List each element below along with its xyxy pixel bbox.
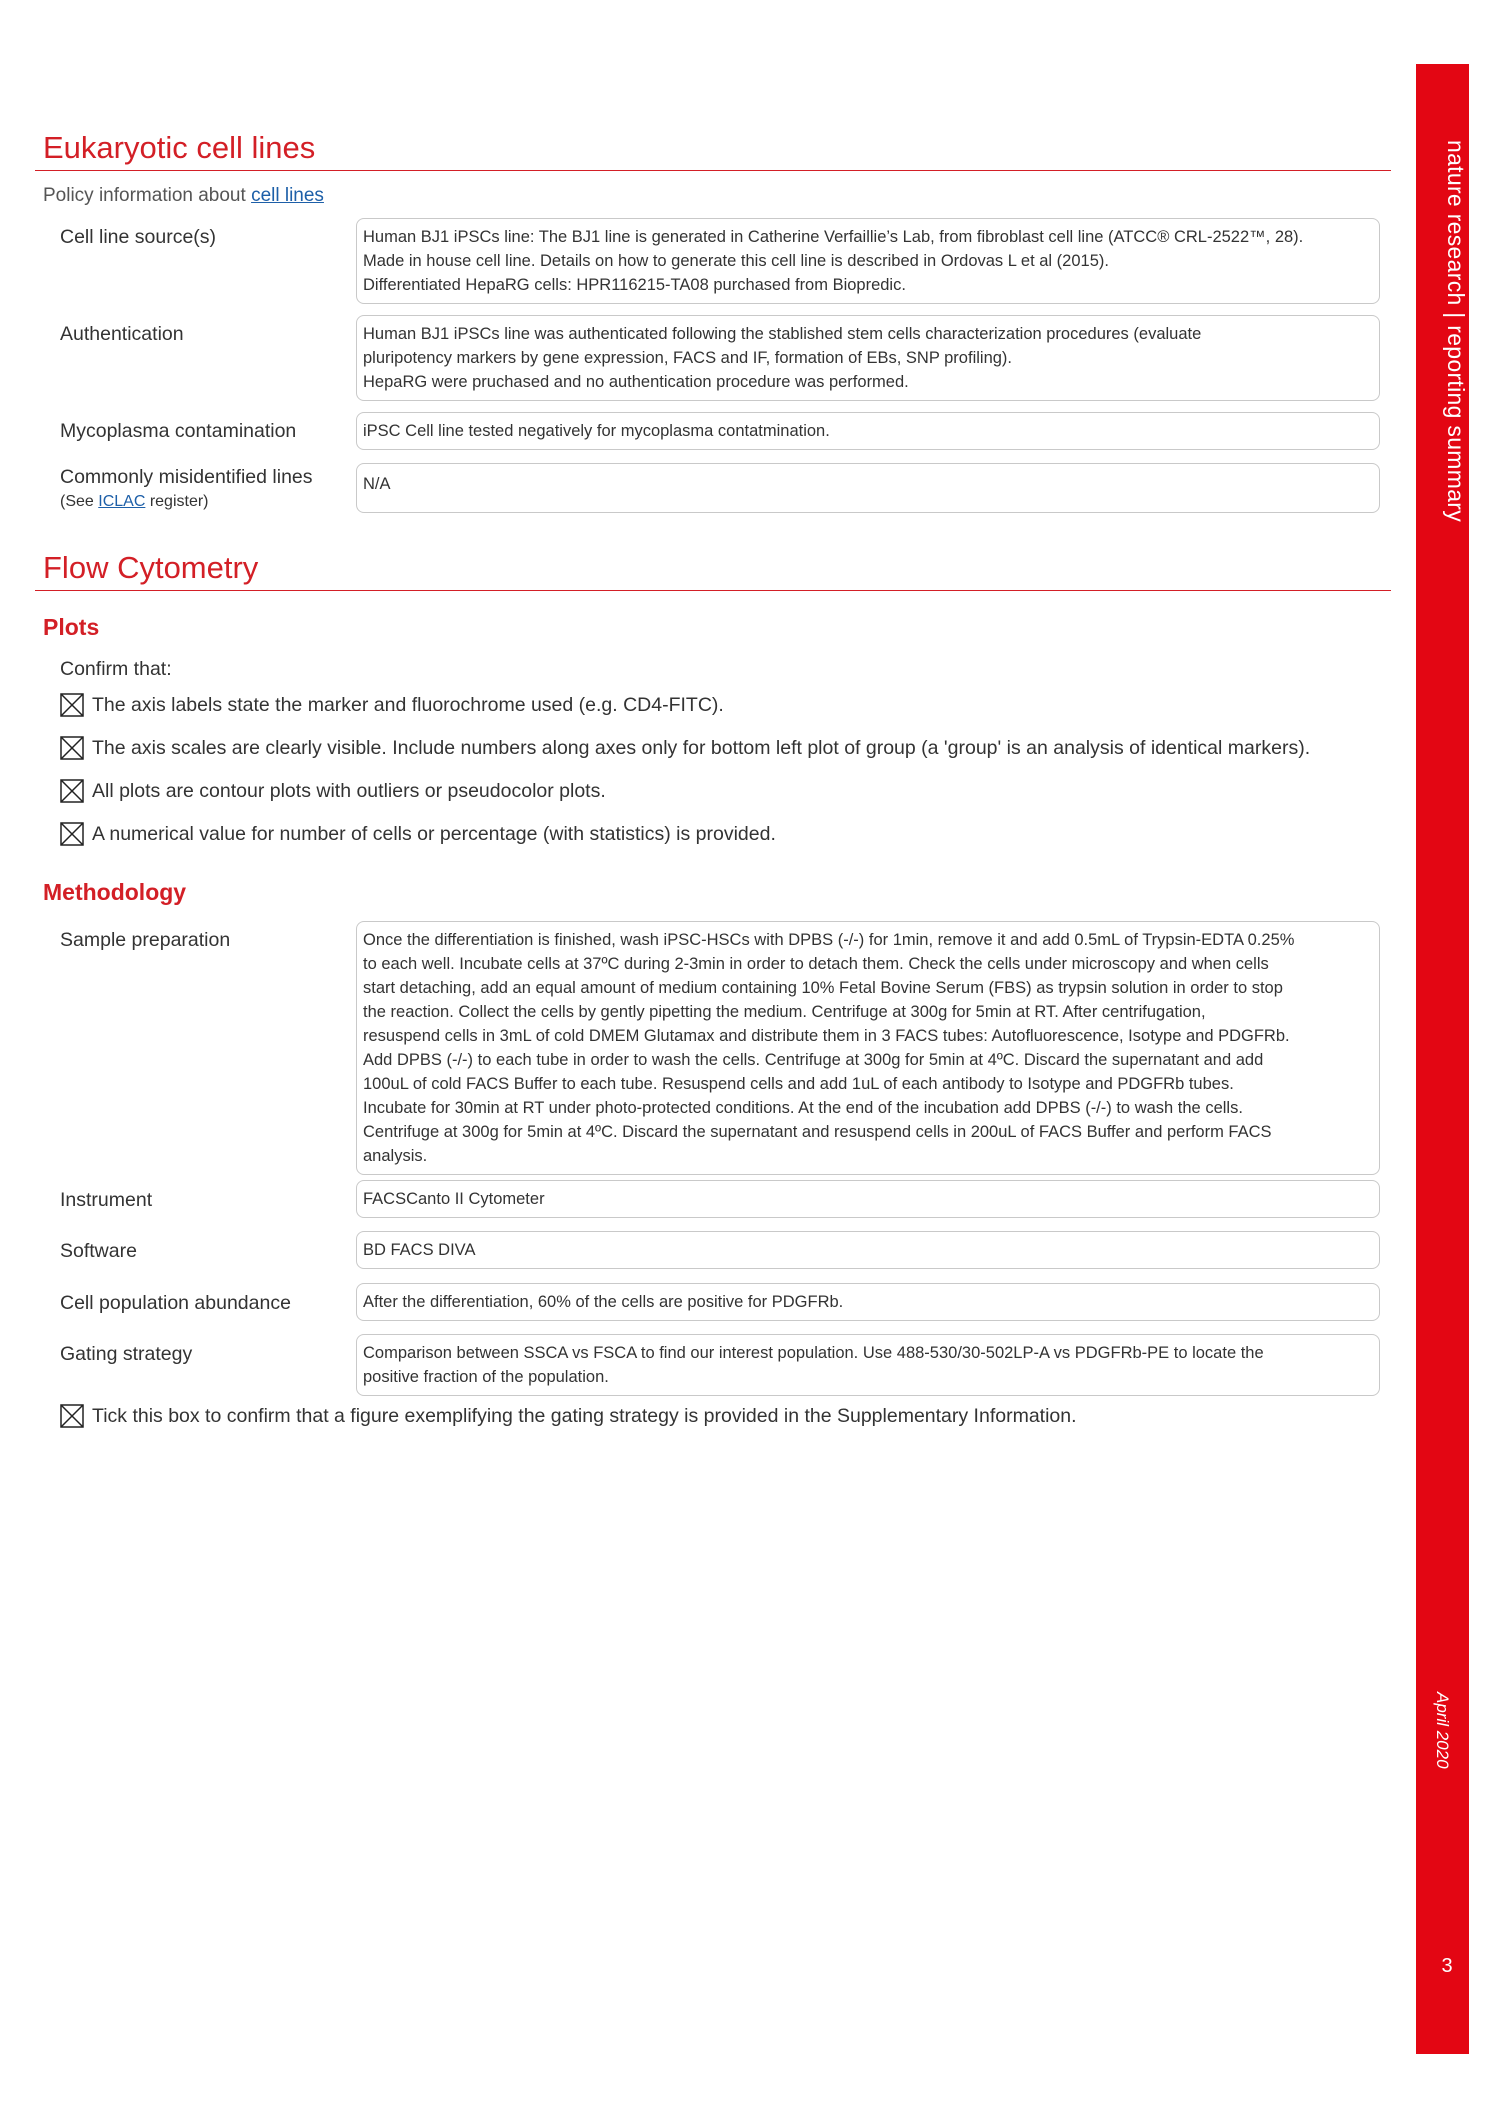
field-text-line: After the differentiation, 60% of the cells are positive for PDGFRb. [363, 1293, 844, 1311]
field-label: Cell population abundance [60, 1292, 291, 1314]
field-text-line: to each well. Incubate cells at 37ºC during 2-3min in order to detach them. Check the cells under microscopy and when cells [363, 955, 1269, 973]
field-text-line: 100uL of cold FACS Buffer to each tube. Resuspend cells and add 1uL of each antibody to Isotype and PDGFRb tubes. [363, 1075, 1234, 1093]
field-text-line: positive fraction of the population. [363, 1368, 609, 1386]
iclac-link[interactable]: ICLAC [98, 493, 146, 510]
field-text-line: N/A [363, 475, 391, 493]
mycoplasma-field [356, 412, 1380, 450]
policy-prefix: Policy information about [43, 185, 252, 206]
field-text-line: Once the differentiation is finished, wash iPSC-HSCs with DPBS (-/-) for 1min, remove it and add 0.5mL of Trypsin-EDTA 0.25% [363, 931, 1295, 949]
checked-box-icon[interactable] [60, 693, 84, 717]
subsection-title-methodology: Methodology [43, 879, 187, 905]
confirm-label: Confirm that: [60, 658, 172, 680]
field-text-line: analysis. [363, 1147, 428, 1165]
iclac-note [60, 493, 313, 511]
field-text-line: resuspend cells in 3mL of cold DMEM Glutamax and distribute them in 3 FACS tubes: Autofluorescence, Isotype and PDGFRb. [363, 1027, 1290, 1045]
checked-box-icon[interactable] [60, 736, 84, 760]
field-label: Instrument [60, 1189, 153, 1211]
field-label-text: Commonly misidentified lines [60, 466, 313, 488]
field-text-line: BD FACS DIVA [363, 1241, 476, 1259]
field-text-line: start detaching, add an equal amount of medium containing 10% Fetal Bovine Serum (FBS) as trypsin solution in order to stop [363, 979, 1283, 997]
field-label-misidentified [60, 466, 313, 511]
checked-box-icon[interactable] [60, 822, 84, 846]
field-text-line: Made in house cell line. Details on how to generate this cell line is described in Ordovas L et al (2015). [363, 252, 1109, 270]
field-text-line: Centrifuge at 300g for 5min at 4ºC. Discard the supernatant and resuspend cells in 200uL of FACS Buffer and perform FACS [363, 1123, 1272, 1141]
field-text-line: Differentiated HepaRG cells: HPR116215-TA08 purchased from Biopredic. [363, 276, 906, 294]
section-title-eukaryotic: Eukaryotic cell lines [43, 130, 316, 165]
field-label: Authentication [60, 323, 184, 345]
policy-line [43, 185, 324, 207]
checked-box-icon[interactable] [60, 779, 84, 803]
field-label: Cell line source(s) [60, 226, 217, 248]
authentication-field [356, 315, 1380, 401]
checklist-item[interactable] [60, 822, 776, 846]
misidentified-field [356, 463, 1380, 513]
field-text-line: iPSC Cell line tested negatively for mycoplasma contatmination. [363, 422, 830, 440]
note-suffix: register) [145, 493, 209, 510]
checklist-text: A numerical value for number of cells or percentage (with statistics) is provided. [92, 822, 776, 845]
field-text-line: Comparison between SSCA vs FSCA to find our interest population. Use 488-530/30-502LP-A vs PDGFRb-PE to locate the [363, 1344, 1264, 1362]
cell-lines-link[interactable]: cell lines [251, 185, 324, 206]
cell-line-source-field [356, 218, 1380, 304]
field-label: Mycoplasma contamination [60, 420, 297, 442]
software-field [356, 1231, 1380, 1269]
field-text-line: Human BJ1 iPSCs line: The BJ1 line is generated in Catherine Verfaillie’s Lab, from fibroblast cell line (ATCC® CRL-2522™, 28). [363, 228, 1304, 246]
checklist-text: The axis labels state the marker and fluorochrome used (e.g. CD4-FITC). [92, 693, 724, 716]
field-text-line: pluripotency markers by gene expression, FACS and IF, formation of EBs, SNP profiling). [363, 349, 1012, 367]
section-rule [35, 590, 1391, 591]
field-text-line: FACSCanto II Cytometer [363, 1190, 545, 1208]
gating-figure-check[interactable] [60, 1404, 1077, 1428]
field-label: Gating strategy [60, 1343, 193, 1365]
gating-strategy-field [356, 1334, 1380, 1396]
field-label: Software [60, 1240, 137, 1262]
sample-preparation-field [356, 921, 1380, 1175]
checklist-item[interactable] [60, 736, 1310, 760]
checklist-text: The axis scales are clearly visible. Include numbers along axes only for bottom left plot of group (a 'group' is an analysis of identical markers). [92, 736, 1311, 759]
section-rule [35, 170, 1391, 171]
page-number: 3 [1441, 1955, 1453, 1977]
subsection-title-plots: Plots [43, 614, 100, 640]
section-title-flow: Flow Cytometry [43, 550, 259, 585]
sidebar-date: April 2020 [1433, 1692, 1452, 1769]
note-prefix: (See [60, 493, 99, 510]
field-text-line: Human BJ1 iPSCs line was authenticated following the stablished stem cells characterization procedures (evaluate [363, 325, 1202, 343]
field-text-line: HepaRG were pruchased and no authentication procedure was performed. [363, 373, 909, 391]
instrument-field [356, 1180, 1380, 1218]
checked-box-icon[interactable] [60, 1404, 84, 1428]
checklist-text: Tick this box to confirm that a figure exemplifying the gating strategy is provided in the Supplementary Information. [92, 1404, 1077, 1427]
field-text-line: the reaction. Collect the cells by gently pipetting the medium. Centrifuge at 300g for 5min at RT. After centrifugation, [363, 1003, 1206, 1021]
field-text-line: Add DPBS (-/-) to each tube in order to wash the cells. Centrifuge at 300g for 5min at 4ºC. Discard the supernatant and add [363, 1051, 1264, 1069]
field-text-line: Incubate for 30min at RT under photo-protected conditions. At the end of the incubation add DPBS (-/-) to wash the cells. [363, 1099, 1243, 1117]
field-label: Sample preparation [60, 929, 231, 951]
checklist-item[interactable] [60, 779, 606, 803]
cell-population-field [356, 1283, 1380, 1321]
sidebar-title: nature research | reporting summary [1443, 140, 1469, 523]
checklist-text: All plots are contour plots with outliers or pseudocolor plots. [92, 779, 606, 802]
checklist-item[interactable] [60, 693, 724, 717]
